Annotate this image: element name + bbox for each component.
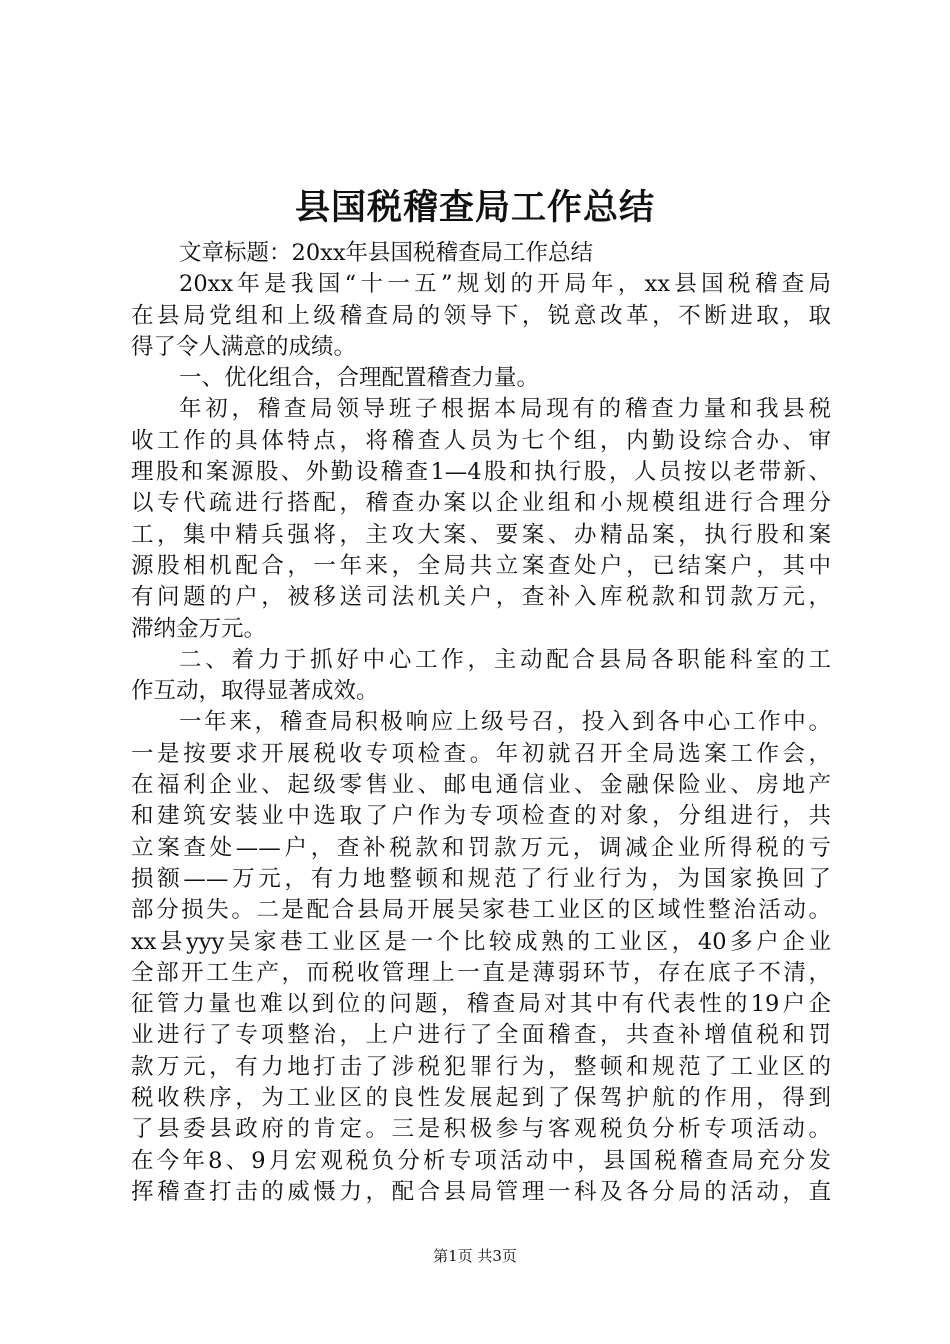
text-line: 一年来，稽查局积极响应上级号召，投入到各中心工作中。 (179, 709, 831, 736)
text-line: 作互动，取得显著成效。 (131, 678, 379, 705)
text-line: 征管力量也难以到位的问题，稽查局对其中有代表性的19户企 (131, 991, 831, 1018)
document-title: 县国税稽查局工作总结 (294, 187, 655, 228)
text-line: 源股相机配合，一年来，全局共立案查处户，已结案户，其中 (131, 552, 831, 579)
text-line: 损额——万元，有力地整顿和规范了行业行为，为国家换回了 (131, 865, 831, 892)
text-line: 有问题的户，被移送司法机关户，查补入库税款和罚款万元， (131, 584, 831, 611)
text-line: 在福利企业、起级零售业、邮电通信业、金融保险业、房地产 (131, 772, 831, 799)
text-line: 款万元，有力地打击了涉税犯罪行为，整顿和规范了工业区的 (131, 1053, 831, 1080)
text-line: 滞纳金万元。 (131, 615, 267, 642)
text-line: 和建筑安装业中选取了户作为专项检查的对象，分组进行，共 (131, 803, 831, 830)
text-line: 20xx年是我国“十一五”规划的开局年，xx县国税稽查局 (179, 271, 831, 298)
text-line: 业进行了专项整治，上户进行了全面稽查，共查补增值税和罚 (131, 1022, 831, 1049)
text-line: 立案查处——户，查补税款和罚款万元，调减企业所得税的亏 (131, 834, 831, 861)
text-line: 税收秩序，为工业区的良性发展起到了保驾护航的作用，得到 (131, 1085, 831, 1112)
text-line: 工，集中精兵强将，主攻大案、要案、办精品案，执行股和案 (131, 521, 831, 548)
text-line: 一、优化组合，合理配置稽查力量。 (179, 365, 540, 392)
page-indicator: 第1页 共3页 (433, 1247, 517, 1265)
text-line: 文章标题：20xx年县国税稽查局工作总结 (179, 240, 594, 266)
text-line: 在今年8、9月宏观税负分析专项活动中，县国税稽查局充分发 (131, 1147, 831, 1174)
text-line: 一是按要求开展税收专项检查。年初就召开全局选案工作会， (131, 740, 831, 767)
text-line: xx县yyy吴家巷工业区是一个比较成熟的工业区，40多户企业 (131, 928, 831, 955)
text-line: 二、着力于抓好中心工作，主动配合县局各职能科室的工 (179, 646, 831, 673)
text-line: 在县局党组和上级稽查局的领导下，锐意改革，不断进取，取 (131, 302, 831, 329)
text-line: 全部开工生产，而税收管理上一直是薄弱环节，存在底子不清， (131, 959, 831, 986)
text-line: 部分损失。二是配合县局开展吴家巷工业区的区域性整治活动。 (131, 897, 831, 924)
text-line: 得了令人满意的成绩。 (131, 333, 357, 360)
text-line: 挥稽查打击的威慑力，配合县局管理一科及各分局的活动，直 (131, 1178, 831, 1205)
text-line: 以专代疏进行搭配，稽查办案以企业组和小规模组进行合理分 (131, 490, 831, 517)
text-line: 年初，稽查局领导班子根据本局现有的稽查力量和我县税 (179, 396, 831, 423)
document-body (131, 238, 831, 1208)
text-line: 理股和案源股、外勤设稽查1—4股和执行股，人员按以老带新、 (131, 459, 831, 486)
text-line: 收工作的具体特点，将稽查人员为七个组，内勤设综合办、审 (131, 427, 831, 454)
text-line: 了县委县政府的肯定。三是积极参与客观税负分析专项活动。 (131, 1116, 831, 1143)
